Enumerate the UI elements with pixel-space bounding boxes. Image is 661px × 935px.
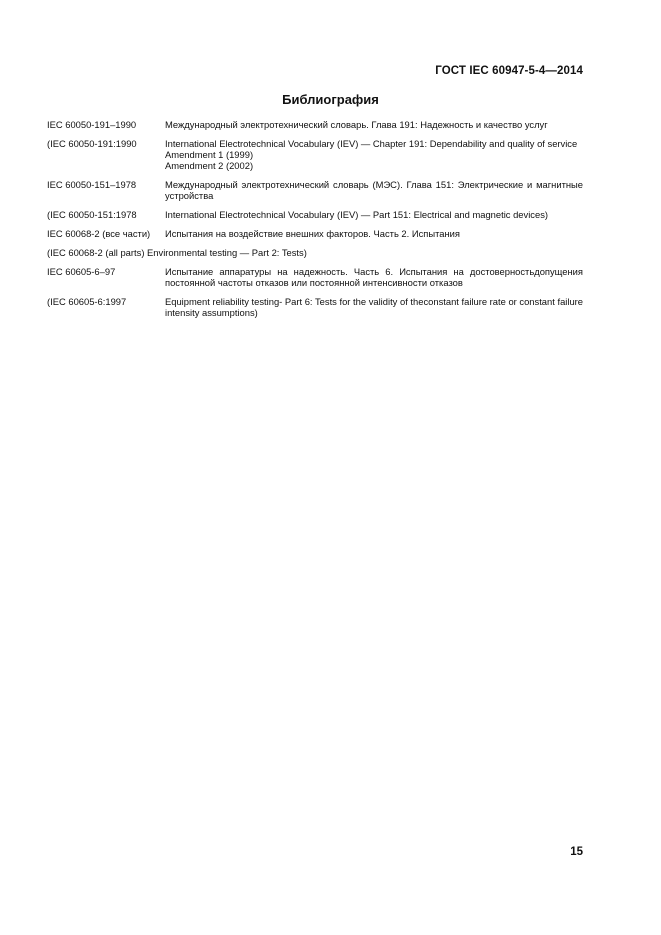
- entry-line: Equipment reliability testing- Part 6: Tests for the validity of theconstant failure rate or constant failure intensity assumptions): [165, 296, 583, 318]
- entry-line: Amendment 2 (2002): [165, 160, 254, 171]
- entry-description: [165, 179, 583, 201]
- standard-code: ГОСТ IEC 60947-5-4—2014: [435, 65, 583, 77]
- bibliography-entry: [47, 209, 583, 220]
- entry-line: Amendment 1 (1999): [165, 149, 254, 160]
- entry-line: Международный электротехнический словарь (МЭС). Глава 151: Электрические и магнитные устройства: [165, 179, 583, 201]
- entry-reference: (IEC 60050-151:1978: [47, 209, 137, 220]
- entry-reference: (IEC 60605-6:1997: [47, 296, 127, 307]
- entry-description: [165, 119, 583, 130]
- entry-line: Испытания на воздействие внешних факторов. Часть 2. Испытания: [165, 228, 460, 239]
- page-title: Библиография: [282, 92, 379, 107]
- entry-line: International Electrotechnical Vocabulary (IEV) — Chapter 191: Dependability and quality of service: [165, 138, 578, 149]
- entry-description: [165, 209, 583, 220]
- entry-reference: IEC 60050-151–1978: [47, 179, 137, 190]
- bibliography-list: [47, 119, 583, 326]
- bibliography-entry: [47, 179, 583, 201]
- entry-description: [165, 266, 583, 288]
- entry-reference: IEC 60605-6–97: [47, 266, 116, 277]
- entry-line: International Electrotechnical Vocabulary (IEV) — Part 151: Electrical and magnetic devices): [165, 209, 549, 220]
- bibliography-entry: [47, 266, 583, 288]
- entry-description: [165, 228, 583, 239]
- entry-reference: (IEC 60050-191:1990: [47, 138, 137, 149]
- bibliography-entry-full: (IEC 60068-2 (all parts) Environmental testing — Part 2: Tests): [47, 247, 307, 258]
- entry-description: [165, 138, 583, 171]
- entry-reference: IEC 60050-191–1990: [47, 119, 137, 130]
- bibliography-entry: [47, 119, 583, 130]
- entry-line: Международный электротехнический словарь. Глава 191: Надежность и качество услуг: [165, 119, 548, 130]
- entry-reference: IEC 60068-2 (все части): [47, 228, 151, 239]
- entry-description: [165, 296, 583, 318]
- page-number: 15: [570, 846, 583, 858]
- entry-line: Испытание аппаратуры на надежность. Часть 6. Испытания на достоверностьдопущения постоянной частоты отказов или постоянной интенсивности отказов: [165, 266, 583, 288]
- bibliography-entry: [47, 296, 583, 318]
- bibliography-entry: [47, 138, 583, 171]
- bibliography-entry: [47, 228, 583, 239]
